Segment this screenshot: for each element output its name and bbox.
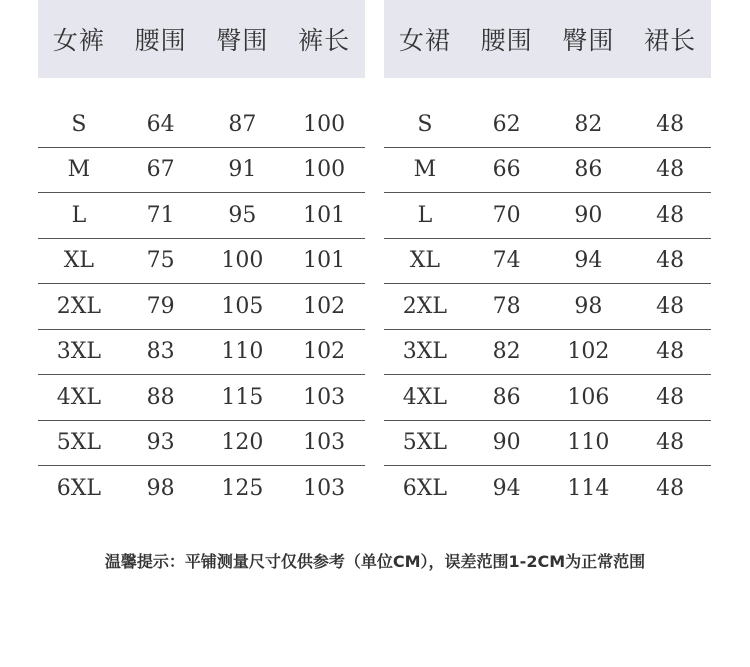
table-cell: 103: [303, 384, 346, 410]
table-cell: 48: [656, 293, 685, 319]
table-cell: 5XL: [402, 430, 448, 456]
table-cell: S: [71, 111, 87, 137]
table-row: [38, 421, 365, 467]
table-cell: 67: [146, 157, 175, 183]
table-cell: 64: [146, 111, 175, 137]
table-cell: L: [71, 202, 87, 228]
table-cell: 100: [303, 111, 346, 137]
table-cell: 102: [303, 339, 346, 365]
table-cell: 87: [228, 111, 257, 137]
header-cell: 裙长: [644, 26, 697, 55]
table-cell: XL: [63, 248, 95, 274]
table-cell: 48: [656, 339, 685, 365]
table-cell: 48: [656, 430, 685, 456]
table-cell: 103: [303, 476, 346, 502]
table-cell: 90: [574, 202, 603, 228]
table-cell: 82: [574, 111, 603, 137]
table-cell: 88: [146, 384, 175, 410]
skirt-table-body: [384, 102, 711, 512]
table-row: [384, 421, 711, 467]
table-cell: 6XL: [56, 476, 102, 502]
header-cell: 腰围: [134, 26, 187, 55]
table-cell: 98: [574, 293, 603, 319]
table-cell: 115: [221, 384, 264, 410]
table-row: [38, 330, 365, 376]
header-cell: 臀围: [216, 26, 269, 55]
table-cell: 3XL: [56, 339, 102, 365]
table-cell: 4XL: [402, 384, 448, 410]
table-row: [38, 193, 365, 239]
table-row: [384, 148, 711, 194]
table-row: [384, 330, 711, 376]
table-cell: 110: [221, 339, 264, 365]
table-cell: L: [417, 202, 433, 228]
table-cell: XL: [409, 248, 441, 274]
pants-table-body: [38, 102, 365, 512]
table-cell: M: [67, 157, 91, 183]
table-cell: 4XL: [56, 384, 102, 410]
table-cell: 5XL: [56, 430, 102, 456]
table-row: [38, 239, 365, 285]
table-cell: 110: [567, 430, 610, 456]
header-cell: 裤长: [298, 26, 351, 55]
table-cell: S: [417, 111, 433, 137]
table-cell: 94: [492, 476, 521, 502]
table-cell: 78: [492, 293, 521, 319]
table-cell: 125: [221, 476, 264, 502]
table-cell: 3XL: [402, 339, 448, 365]
table-cell: 93: [146, 430, 175, 456]
header-cell: 臀围: [562, 26, 615, 55]
table-cell: 103: [303, 430, 346, 456]
table-row: [38, 375, 365, 421]
measurement-note: 温馨提示：平铺测量尺寸仅供参考（单位CM），误差范围1-2CM为正常范围: [104, 552, 646, 571]
header-cell: 女裙: [398, 26, 451, 55]
table-cell: 48: [656, 248, 685, 274]
table-cell: 75: [146, 248, 175, 274]
table-cell: 2XL: [56, 293, 102, 319]
table-row: [384, 102, 711, 148]
table-row: [38, 466, 365, 512]
table-cell: 98: [146, 476, 175, 502]
skirt-size-table: [384, 0, 711, 512]
table-cell: 101: [303, 202, 346, 228]
table-cell: 70: [492, 202, 521, 228]
table-cell: M: [413, 157, 437, 183]
table-cell: 6XL: [402, 476, 448, 502]
table-row: [384, 193, 711, 239]
table-row: [384, 239, 711, 285]
table-row: [384, 284, 711, 330]
table-row: [384, 375, 711, 421]
table-cell: 114: [567, 476, 610, 502]
table-cell: 120: [221, 430, 264, 456]
table-cell: 71: [146, 202, 175, 228]
pants-size-table: [38, 0, 365, 512]
skirt-table-header: [384, 0, 711, 78]
table-cell: 102: [567, 339, 610, 365]
table-cell: 62: [492, 111, 521, 137]
table-cell: 48: [656, 157, 685, 183]
table-cell: 48: [656, 202, 685, 228]
table-row: [38, 284, 365, 330]
table-cell: 79: [146, 293, 175, 319]
table-cell: 106: [567, 384, 610, 410]
table-cell: 91: [228, 157, 257, 183]
table-cell: 105: [221, 293, 264, 319]
table-cell: 2XL: [402, 293, 448, 319]
table-cell: 95: [228, 202, 257, 228]
table-cell: 86: [574, 157, 603, 183]
table-cell: 94: [574, 248, 603, 274]
table-cell: 82: [492, 339, 521, 365]
table-cell: 102: [303, 293, 346, 319]
table-cell: 83: [146, 339, 175, 365]
table-row: [38, 148, 365, 194]
table-cell: 90: [492, 430, 521, 456]
table-row: [384, 466, 711, 512]
header-cell: 女裤: [52, 26, 105, 55]
table-cell: 48: [656, 384, 685, 410]
table-row: [38, 102, 365, 148]
table-cell: 48: [656, 111, 685, 137]
table-cell: 66: [492, 157, 521, 183]
table-cell: 74: [492, 248, 521, 274]
table-cell: 101: [303, 248, 346, 274]
table-cell: 86: [492, 384, 521, 410]
table-cell: 48: [656, 476, 685, 502]
table-cell: 100: [221, 248, 264, 274]
table-cell: 100: [303, 157, 346, 183]
pants-table-header: [38, 0, 365, 78]
header-cell: 腰围: [480, 26, 533, 55]
